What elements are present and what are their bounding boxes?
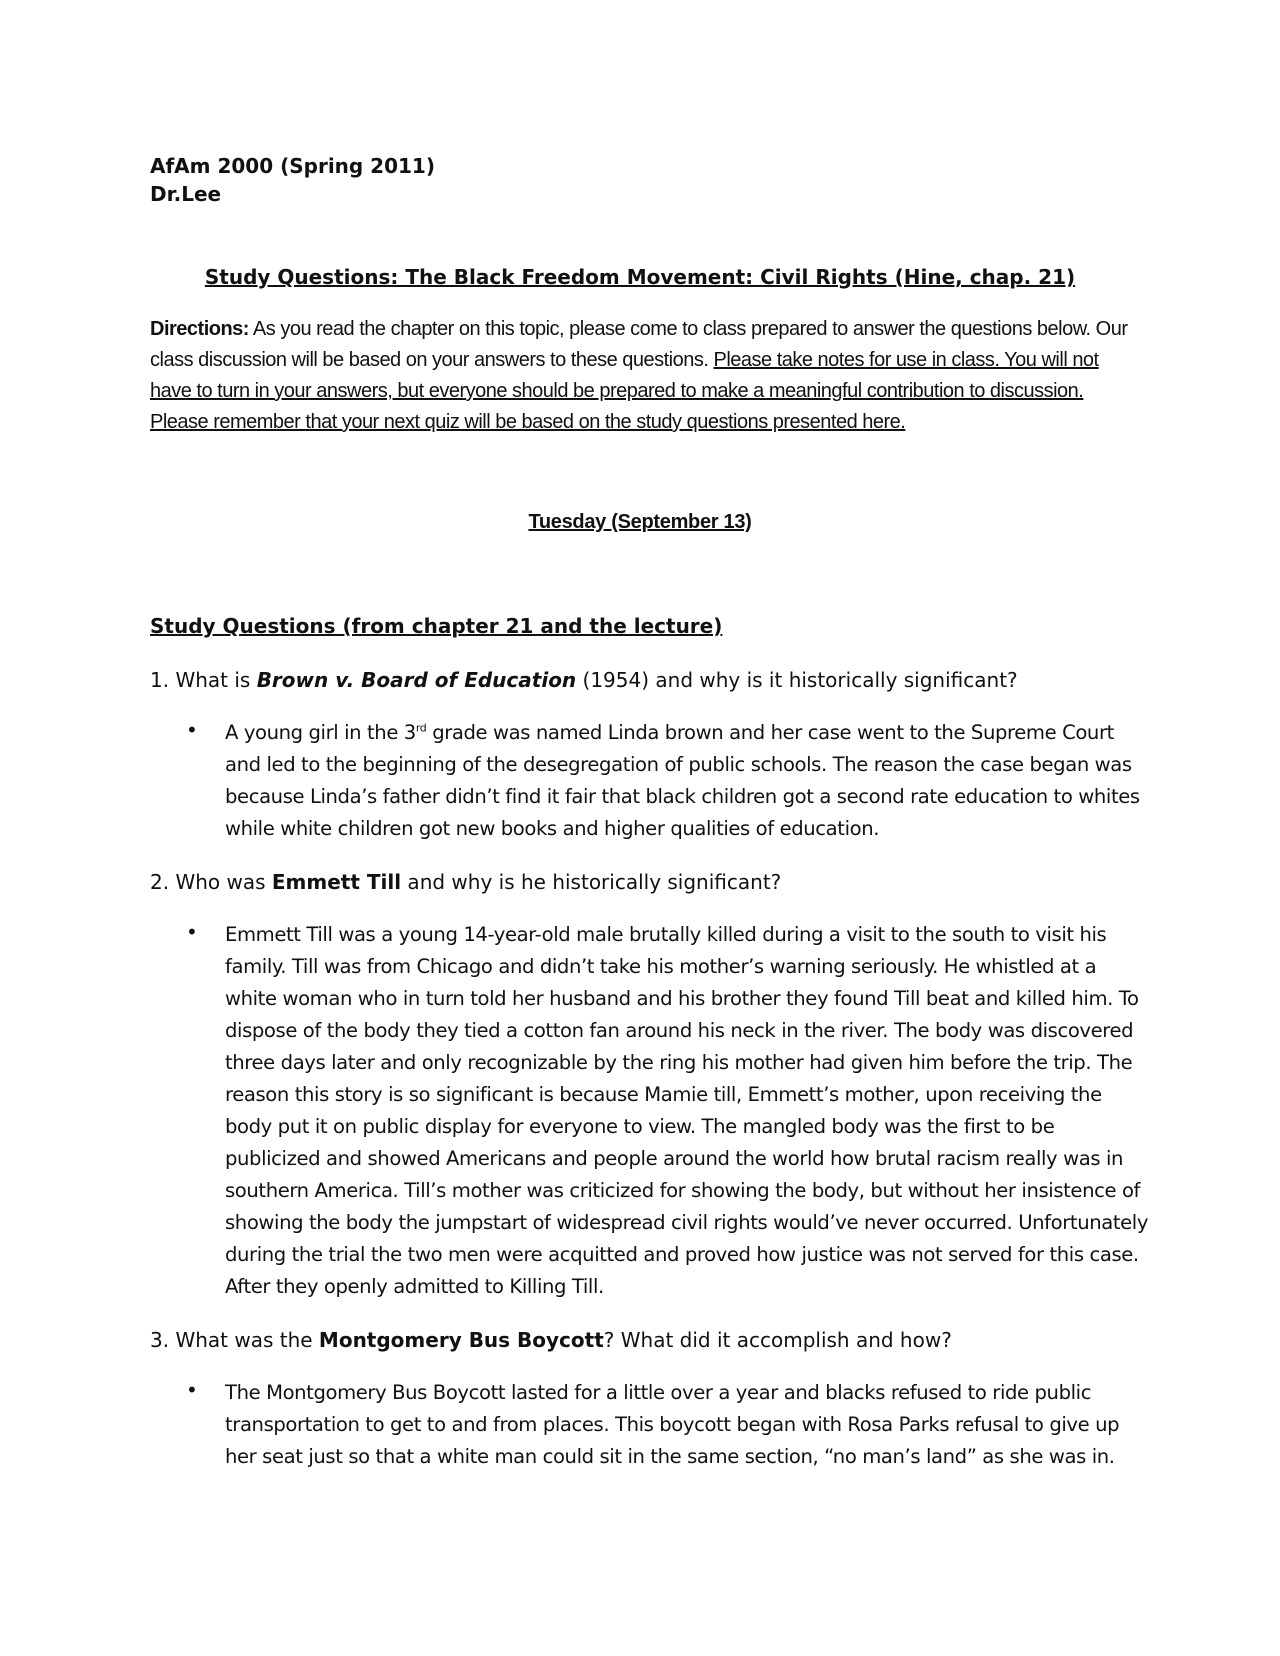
question-2-term: Emmett Till [271,870,402,894]
day-heading: Tuesday (September 13) [528,511,752,533]
answer-1-sup: rd [415,721,427,735]
bullet-2: • [186,920,198,944]
title-row [0,265,1280,289]
question-2-prefix: 2. Who was [150,870,272,894]
course-header: AfAm 2000 (Spring 2011) [150,154,435,178]
bullet-3: • [186,1378,198,1402]
directions-label: Directions: [150,318,249,340]
answer-2: Emmett Till was a young 14-year-old male brutally killed during a visit to the south to visit his family. Till was from Chicago and didn’t take his mother’s warning seriously. He whistled at a white woman who in turn told her husband and his brother they found Till beat and killed him. To dispose of the body they tied a cotton fan around his neck in the river. The body was discovered three days later and only recognizable by the ring his mother had given him before the trip. The reason this story is so significant is because Mamie till, Emmett’s mother, upon receiving the body put it on public display for everyone to view. The mangled body was the first to be publicized and showed Americans and people around the world how brutal racism really was in southern America. Till’s mother was criticized for showing the body, but without her insistence of showing the body the jumpstart of widespread civil rights would’ve never occurred. Unfortunately during the trial the two men were acquitted and proved how justice was not served for this case. After they openly admitted to Killing Till. [225,923,1149,1298]
question-1-prefix: 1. What is [150,668,257,692]
question-3 [150,1326,952,1354]
section-heading: Study Questions (from chapter 21 and the lecture) [150,614,723,638]
question-1-term: Brown v. Board of Education [256,668,577,692]
directions-text: As you read the chapter on this topic, please come to class prepared to answer the questions below. Our class discussion will be based on your answers to these questions. [150,318,1128,371]
question-2-suffix: and why is he historically significant? [401,870,782,894]
question-3-suffix: ? What did it accomplish and how? [603,1328,952,1352]
answer-1-part1: A young girl in the 3 [225,721,416,744]
question-1 [150,666,1018,694]
question-3-term: Montgomery Bus Boycott [318,1328,604,1352]
answer-3: The Montgomery Bus Boycott lasted for a little over a year and blacks refused to ride public transportation to get to and from places. This boycott began with Rosa Parks refusal to give up her seat just so that a white man could sit in the same section, “no man’s land” as she was in. [225,1381,1120,1468]
document-title: Study Questions: The Black Freedom Movement: Civil Rights (Hine, chap. 21) [204,265,1076,289]
question-3-prefix: 3. What was the [150,1328,319,1352]
directions-paragraph [150,314,1140,438]
question-2 [150,868,781,896]
question-1-suffix: (1954) and why is it historically significant? [576,668,1018,692]
directions-underlined: Please take notes for use in class. You will not have to turn in your answers, but everyone should be prepared to make a meaningful contribution to discussion. Please remember that your next quiz will be based on the study questions presented here. [150,349,1099,433]
answer-1 [225,717,1150,845]
answer-1-part2: grade was named Linda brown and her case went to the Supreme Court and led to the beginning of the desegregation of public schools. The reason the case began was because Linda’s father didn’t find it fair that black children got a second rate education to whites while white children got new books and higher qualities of education. [225,721,1140,840]
day-row [0,511,1280,534]
bullet-1: • [186,718,198,742]
instructor-name: Dr.Lee [150,182,222,206]
